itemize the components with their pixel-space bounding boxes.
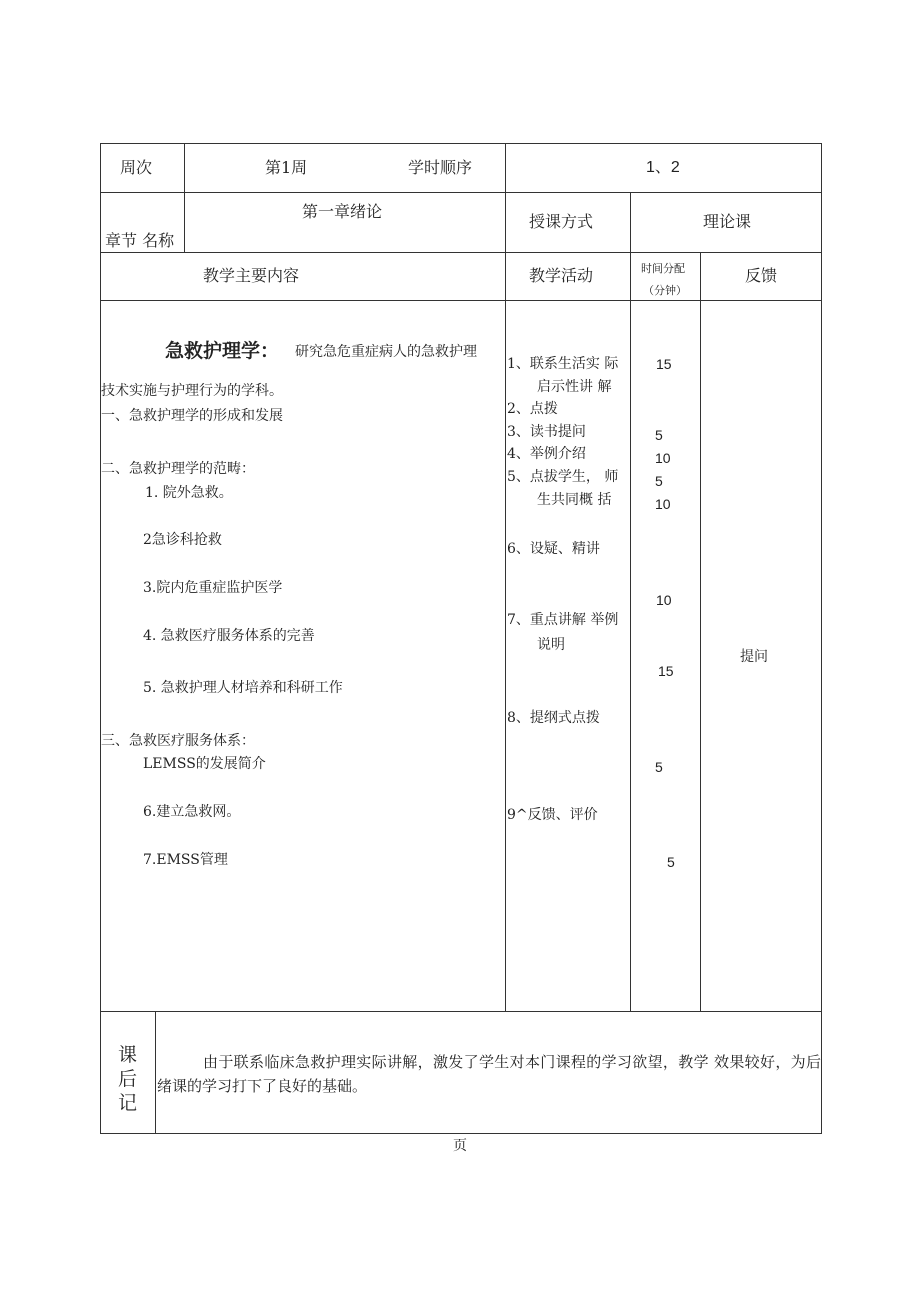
week-value: 第1周	[265, 158, 308, 177]
col-divider	[184, 143, 185, 253]
feedback-column-header: 反馈	[745, 266, 778, 285]
table-border-left	[100, 143, 101, 1134]
activity-item: 5、点拔学生， 师	[507, 469, 619, 485]
content-item: 2急诊科抢救	[143, 532, 222, 548]
content-item: 7.EMSS管理	[143, 852, 228, 868]
activity-column-header: 教学活动	[529, 266, 594, 285]
method-value: 理论课	[703, 212, 752, 231]
table-border-top	[100, 143, 822, 144]
time-value: 15	[656, 356, 672, 372]
content-item: 4. 急救医疗服务体系的完善	[143, 628, 315, 644]
activity-item-cont: 启示性讲 解	[537, 379, 612, 395]
chapter-title: 第一章绪论	[302, 202, 383, 221]
content-item: 5. 急救护理人材培养和科研工作	[143, 680, 343, 696]
section-heading: 三、急救医疗服务体系：	[101, 733, 255, 749]
table-border-bottom	[100, 1133, 822, 1134]
time-value: 5	[655, 427, 663, 443]
row-divider	[100, 300, 822, 301]
activity-item: 8、提纲式点拨	[507, 710, 600, 726]
hour-order-value: 1、2	[646, 159, 680, 176]
section-heading: 二、急救护理学的范畴：	[101, 461, 255, 477]
row-divider	[100, 252, 822, 253]
activity-item: 9^反馈、评价	[507, 807, 598, 823]
activity-item: 3、读书提问	[507, 424, 586, 440]
content-item: 1. 院外急救。	[145, 485, 233, 501]
notes-label: 课后记	[118, 1044, 138, 1114]
col-divider	[630, 192, 631, 1012]
time-value: 10	[655, 496, 671, 512]
activity-item-cont: 生共同概 括	[537, 492, 612, 508]
activity-item: 7、重点讲解 举例	[507, 612, 619, 628]
time-value: 5	[667, 854, 675, 870]
col-divider	[505, 143, 506, 1012]
time-value: 10	[656, 592, 672, 608]
time-value: 10	[655, 450, 671, 466]
activity-item-cont: 说明	[537, 637, 565, 653]
content-intro: 研究急危重症病人的急救护理	[295, 344, 477, 360]
content-item: LEMSS的发展简介	[143, 756, 266, 772]
content-item: 6.建立急救网。	[143, 804, 241, 820]
page-footer: 页	[453, 1138, 467, 1154]
time-column-unit: （分钟）	[643, 284, 687, 297]
content-intro-cont: 技术实施与护理行为的学科。	[101, 383, 283, 399]
content-column-header: 教学主要内容	[203, 266, 300, 285]
hour-order-label: 学时顺序	[408, 158, 473, 177]
method-label: 授课方式	[529, 212, 594, 231]
row-divider	[100, 192, 822, 193]
col-divider	[700, 252, 701, 1012]
activity-item: 4、举例介绍	[507, 446, 586, 462]
chapter-label: 章节 名称	[105, 231, 175, 250]
time-value: 5	[655, 473, 663, 489]
activity-item: 2、点拨	[507, 401, 558, 417]
section-heading: 一、急救护理学的形成和发展	[101, 408, 283, 424]
row-divider	[100, 1011, 822, 1012]
activity-item: 6、设疑、精讲	[507, 541, 600, 557]
activity-item: 1、联系生活实 际	[507, 356, 619, 372]
time-value: 15	[658, 663, 674, 679]
content-item: 3.院内危重症监护医学	[143, 580, 283, 596]
week-label: 周次	[120, 158, 153, 177]
feedback-value: 提问	[740, 649, 768, 665]
time-column-header: 时间分配	[641, 262, 685, 275]
notes-text: 由于联系临床急救护理实际讲解，激发了学生对本门课程的学习欲望，教学 效果较好，为后绪课的学习打下了良好的基础。	[157, 1053, 821, 1095]
time-value: 5	[655, 759, 663, 775]
content-title: 急救护理学：	[165, 340, 280, 362]
col-divider	[155, 1011, 156, 1134]
table-border-right	[821, 143, 822, 1134]
